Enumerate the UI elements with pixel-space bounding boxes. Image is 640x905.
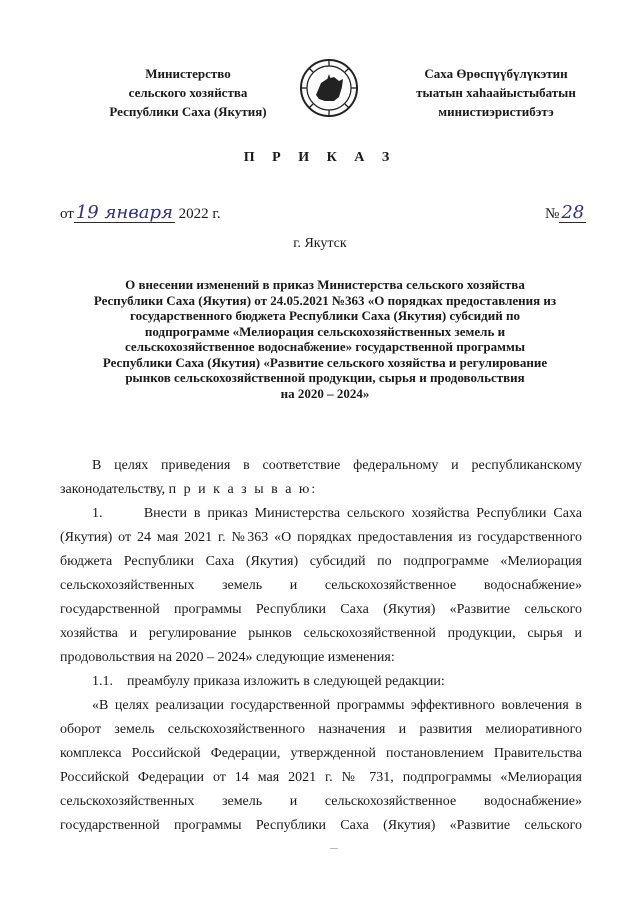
city-name: г. Якутск (293, 236, 347, 251)
paragraph-1-line: государственной программы Республики Саха (Якутия) «Развитие сельского (60, 602, 582, 617)
quote-line: сельскохозяйственных земель и сельскохозяйственное водоснабжение» (60, 794, 582, 809)
body-line: В целях приведения в соответствие федеральному и республиканскому (92, 458, 582, 473)
ministry-name-line: Республики Саха (Якутия) (109, 104, 267, 119)
coat-of-arms-emblem (299, 57, 359, 119)
ministry-name-line: тыатын хаһаайыстыбатын (416, 85, 576, 100)
paragraph-1-line: бюджета Республики Саха (Якутия) субсидий по подпрограмме «Мелиорация (60, 554, 582, 569)
order-title (60, 277, 590, 401)
paragraph-1-line: 1. Внести в приказ Министерства сельского хозяйства Республики Саха (92, 506, 582, 521)
title-line: государственного бюджета Республики Саха (Якутия) субсидий по (130, 308, 520, 323)
quote-line: «В целях реализации государственной программы эффективного вовлечения в (92, 698, 582, 713)
quote-line: государственной программы Республики Саха (Якутия) «Развитие сельского (60, 818, 582, 833)
ministry-name-yakut (376, 64, 616, 121)
title-line: О внесении изменений в приказ Министерства сельского хозяйства (125, 277, 525, 292)
handwritten-number: 28 (561, 202, 585, 223)
scan-speck (330, 848, 338, 849)
paragraph-number: 1.1. (92, 674, 113, 689)
ministry-name-line: министиэристибэтэ (438, 104, 554, 119)
date-year: 2022 г. (178, 206, 221, 222)
document-type-heading: П Р И К А З (243, 150, 397, 165)
ministry-name-line: Саха Өрөспүүбүлүкэтин (424, 66, 568, 81)
title-line: на 2020 – 2024» (280, 385, 370, 401)
body-line: законодательству, п р и к а з ы в а ю: (60, 482, 318, 497)
title-line: сельскохозяйственное водоснабжение» государственной программы (125, 339, 525, 354)
paragraph-1-line: продовольствия на 2020 – 2024» следующие изменения: (60, 650, 395, 665)
paragraph-1-line: (Якутия) от 24 мая 2021 г. №363 «О порядках предоставления из государственного (60, 530, 582, 545)
quote-line: комплекса Российской Федерации, утвержденной постановлением Правительства (60, 746, 582, 761)
number-prefix: № (545, 206, 560, 222)
ministry-name-line: Министерство (145, 66, 231, 81)
handwritten-date: 19 января (75, 202, 173, 223)
paragraph-number: 1. (92, 506, 103, 521)
title-line: подпрограмме «Мелиорация сельскохозяйственных земель и (144, 323, 506, 339)
paragraph-1-line: хозяйства и регулирование рынков сельскохозяйственной продукции, сырья и (60, 626, 582, 641)
paragraph-1-1-line: 1.1. преамбулу приказа изложить в следующей редакции: (92, 674, 445, 689)
date-prefix: от (60, 206, 74, 222)
title-line: рынков сельскохозяйственной продукции, сырья и продовольствия (125, 370, 525, 385)
ministry-name-line: сельского хозяйства (128, 85, 248, 100)
order-body (60, 454, 582, 838)
order-number (545, 204, 586, 223)
title-line: Республики Саха (Якутия) «Развитие сельского хозяйства и регулирование (102, 354, 548, 370)
quote-line: Российской Федерации от 14 мая 2021 г. № 731, подпрограммы «Мелиорация (60, 770, 582, 785)
quote-line: оборот земель сельскохозяйственного назначения и развития мелиоративного (60, 722, 582, 737)
order-date (60, 204, 221, 223)
title-line: Республики Саха (Якутия) от 24.05.2021 №363 «О порядках предоставления из (93, 292, 557, 308)
ministry-name-russian (82, 64, 294, 121)
paragraph-1-line: сельскохозяйственных земель и сельскохозяйственное водоснабжение» (60, 578, 582, 593)
